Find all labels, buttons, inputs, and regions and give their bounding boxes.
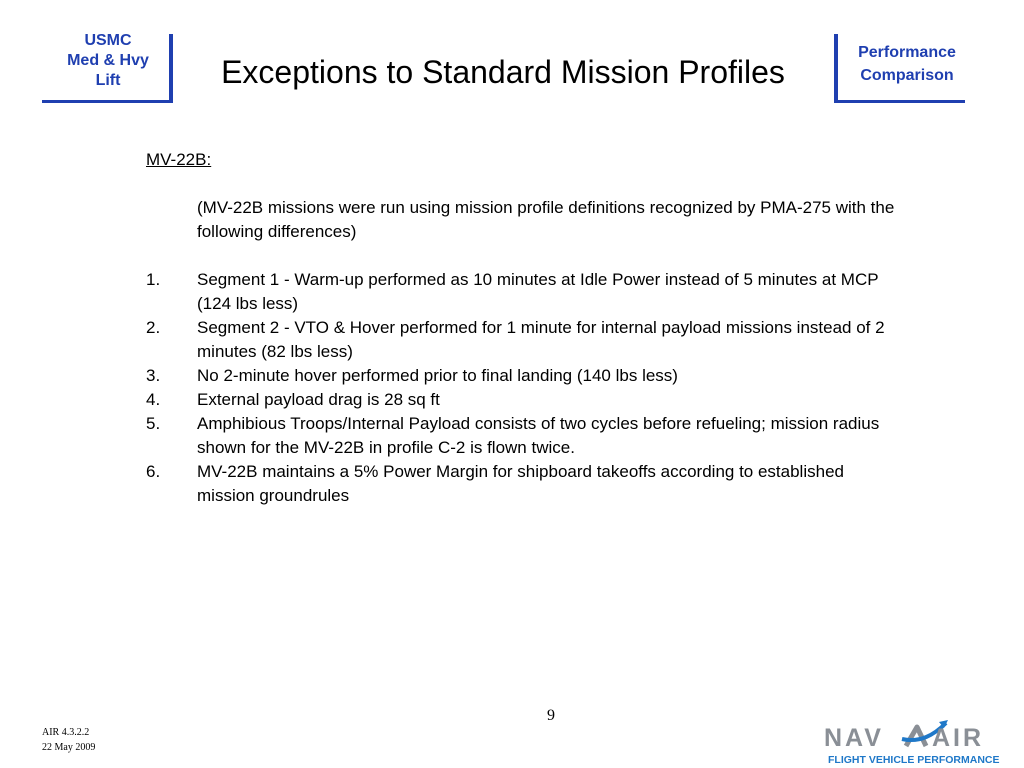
page-number: 9 — [547, 707, 555, 724]
document-code: AIR 4.3.2.2 — [42, 727, 90, 738]
header-rule-left — [42, 100, 173, 103]
list-item — [146, 268, 906, 316]
document-date: 22 May 2009 — [42, 742, 96, 753]
aircraft-subheading: MV-22B: — [146, 150, 212, 169]
logo-subtitle: FLIGHT VEHICLE PERFORMANCE — [828, 754, 1000, 766]
list-item — [146, 460, 906, 508]
org-label-line-3: Lift — [95, 72, 121, 89]
list-item — [146, 388, 906, 412]
section-label — [840, 41, 974, 87]
section-label-line-1: Performance — [858, 44, 956, 61]
org-label — [52, 31, 164, 91]
list-item-number: 1. — [146, 270, 161, 289]
list-item-text: External payload drag is 28 sq ft — [197, 390, 440, 409]
list-item-text: Segment 1 - Warm-up performed as 10 minutes at Idle Power instead of 5 minutes at MCP (124 lbs less) — [197, 270, 879, 313]
org-label-line-2: Med & Hvy — [67, 52, 149, 69]
list-item — [146, 364, 906, 388]
document-reference — [42, 725, 95, 755]
list-item-text: No 2-minute hover performed prior to final landing (140 lbs less) — [197, 366, 678, 385]
navair-logo — [822, 713, 1012, 767]
org-label-line-1: USMC — [84, 32, 132, 49]
list-item-number: 3. — [146, 366, 161, 385]
intro-paragraph: (MV-22B missions were run using mission profile definitions recognized by PMA-275 with the following differences) — [197, 198, 895, 241]
header-divider-left — [169, 34, 173, 102]
list-item-number: 6. — [146, 462, 161, 481]
list-item-number: 2. — [146, 318, 161, 337]
list-item-number: 5. — [146, 414, 161, 433]
logo-text-right: AIR — [932, 724, 985, 752]
header-rule-right — [834, 100, 965, 103]
header-divider-right — [834, 34, 838, 102]
logo-text-left: NAV — [824, 724, 884, 752]
differences-list — [146, 268, 906, 508]
slide-title: Exceptions to Standard Mission Profiles — [221, 54, 785, 90]
section-label-line-2: Comparison — [860, 67, 954, 84]
list-item — [146, 316, 906, 364]
list-item-text: MV-22B maintains a 5% Power Margin for shipboard takeoffs according to established mission groundrules — [197, 462, 844, 505]
list-item-text: Amphibious Troops/Internal Payload consists of two cycles before refueling; mission radius shown for the MV-22B in profile C-2 is flown twice. — [197, 414, 880, 457]
list-item-text: Segment 2 - VTO & Hover performed for 1 minute for internal payload missions instead of 2 minutes (82 lbs less) — [197, 318, 885, 361]
list-item — [146, 412, 906, 460]
slide-body — [146, 148, 906, 508]
list-item-number: 4. — [146, 390, 161, 409]
